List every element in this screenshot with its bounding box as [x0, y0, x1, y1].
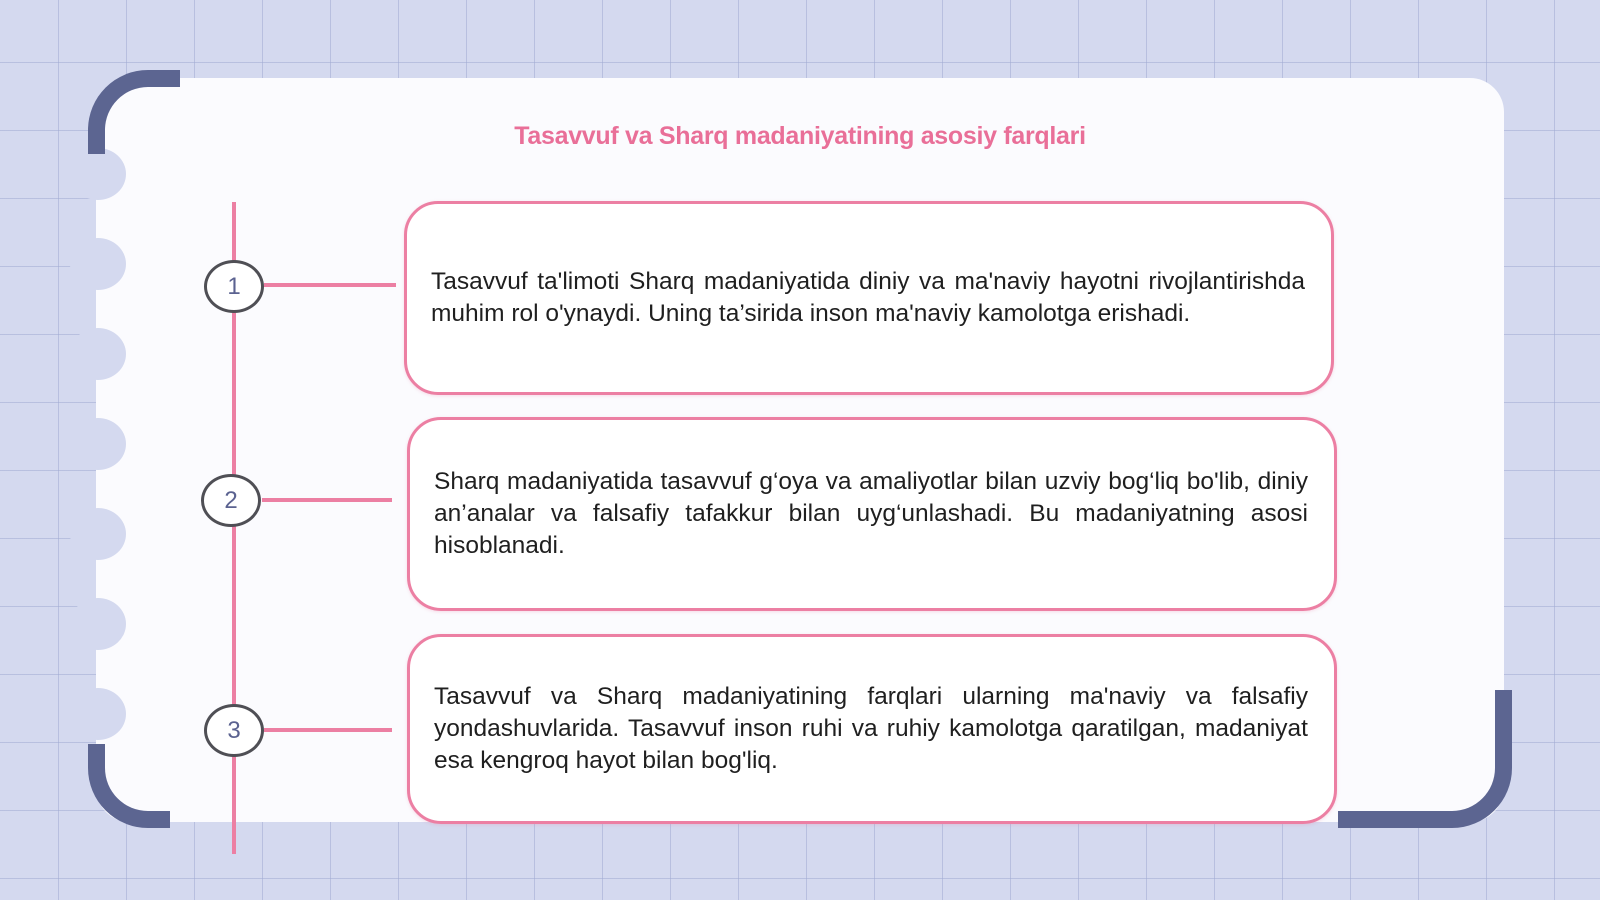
- scallop-decoration: [70, 688, 126, 740]
- scallop-decoration: [70, 148, 126, 200]
- timeline-connector: [262, 498, 392, 502]
- corner-bracket-bottom-left: [88, 744, 170, 828]
- text-box-1: [404, 201, 1334, 395]
- text-box-3: [407, 634, 1337, 824]
- step-number-2: 2: [201, 474, 261, 527]
- step-number-1: 1: [204, 260, 264, 313]
- text-box-3-content: Tasavvuf va Sharq madaniyatining farqlari ularning ma'naviy va falsafiy yondashuvlarida. Tasavvuf inson ruhi va ruhiy kamolotga qaratilgan, madaniyat esa kengroq hayot bilan bog'liq.: [434, 683, 1308, 774]
- text-box-2: [407, 417, 1337, 611]
- text-box-1-content: Tasavvuf ta'limoti Sharq madaniyatida diniy va ma'naviy hayotni rivojlantirishda muhim rol o'ynaydi. Uning ta’sirida inson ma'naviy kamolotga erishadi.: [431, 268, 1305, 327]
- text-box-2-content: Sharq madaniyatida tasavvuf g‘oya va amaliyotlar bilan uzviy bog‘liq bo'lib, diniy an’analar va falsafiy tafakkur bilan uyg‘unlashadi. Bu madaniyatning asosi hisoblanadi.: [434, 468, 1308, 559]
- timeline-connector: [264, 728, 392, 732]
- slide-title: Tasavvuf va Sharq madaniyatining asosiy farqlari: [514, 122, 1086, 150]
- timeline-connector: [264, 283, 396, 287]
- scallop-decoration: [70, 418, 126, 470]
- corner-bracket-bottom-right: [1338, 690, 1512, 828]
- step-number-3: 3: [204, 704, 264, 757]
- scallop-decoration: [70, 328, 126, 380]
- scallop-decoration: [70, 238, 126, 290]
- scallop-decoration: [70, 508, 126, 560]
- scallop-decoration: [70, 598, 126, 650]
